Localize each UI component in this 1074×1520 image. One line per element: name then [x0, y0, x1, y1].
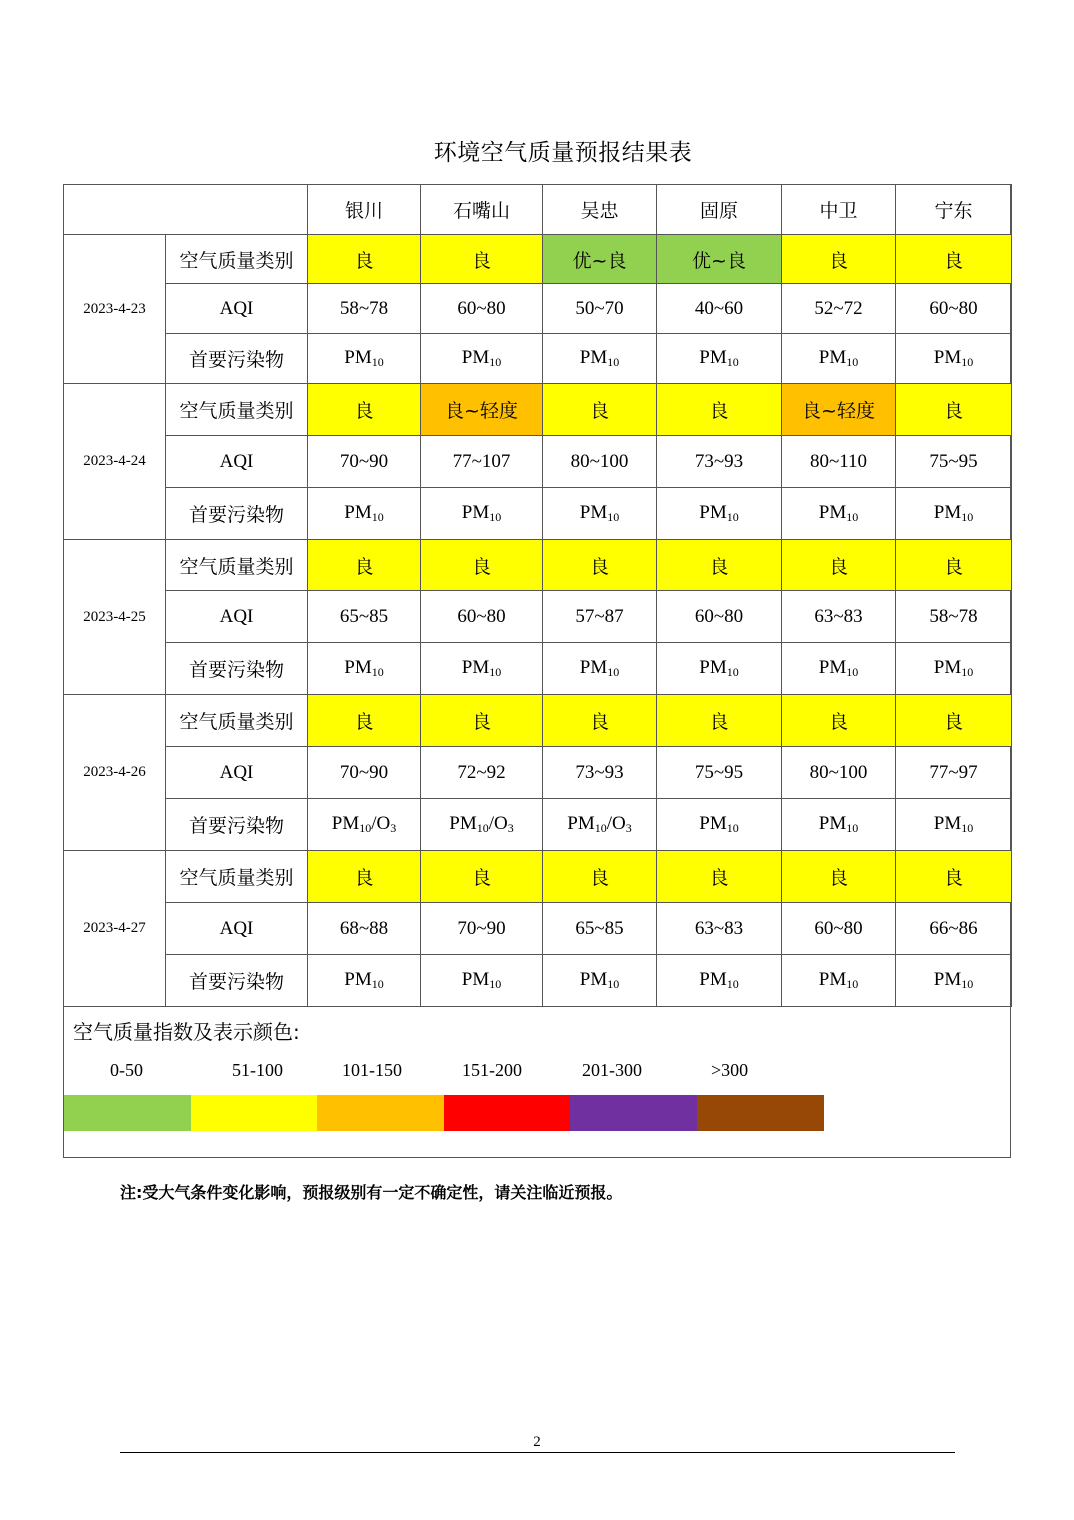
aqi-row: [64, 591, 1012, 643]
pollutant-subscript: 10: [846, 665, 859, 679]
aqi-label: AQI: [166, 747, 308, 799]
pollutant-name: PM: [344, 657, 372, 678]
category-cell: 优~良: [543, 235, 657, 284]
date-cell: 2023-4-26: [64, 695, 166, 851]
pollutant-subscript: 10: [371, 665, 384, 679]
pollutant-subscript: 10: [371, 977, 384, 991]
page-title: 环境空气质量预报结果表: [433, 140, 693, 166]
category-cell: 良: [308, 851, 421, 903]
pollutant-name: PM: [461, 657, 490, 678]
category-cell: 良: [782, 540, 896, 591]
aqi-cell: 52~72: [782, 284, 896, 334]
pollutant-name: PM: [818, 347, 847, 368]
aqi-cell: 73~93: [657, 436, 782, 488]
pollutant-name: PM: [579, 502, 608, 523]
pollutant-cell: [657, 334, 782, 384]
pollutant-subscript: 10: [607, 355, 620, 369]
pollutant-row: [64, 643, 1012, 695]
aqi-cell: 65~85: [308, 591, 421, 643]
date-cell: 2023-4-25: [64, 540, 166, 695]
pollutant-cell: [782, 334, 896, 384]
pollutant-cell: [896, 643, 1012, 695]
aqi-cell: 70~90: [308, 436, 421, 488]
category-cell: 良: [543, 695, 657, 747]
city-header: 吴忠: [543, 185, 657, 235]
category-cell: 良: [782, 695, 896, 747]
pollutant-name: PM: [818, 813, 847, 834]
page-number: 2: [533, 1434, 541, 1450]
legend-title: 空气质量指数及表示颜色:: [73, 1020, 300, 1044]
category-cell: 良: [782, 851, 896, 903]
pollutant-subscript: 10: [961, 510, 974, 524]
pollutant-subscript: 10: [607, 977, 620, 991]
pollutant-name: PM: [818, 969, 847, 990]
aqi-cell: 73~93: [543, 747, 657, 799]
legend-range-label: 101-150: [342, 1060, 402, 1080]
aqi-cell: 70~90: [421, 903, 543, 955]
pollutant-label: 首要污染物: [166, 334, 308, 384]
pollutant-subscript: 10: [726, 977, 739, 991]
category-cell: 良: [308, 695, 421, 747]
pollutant-subscript: 10: [489, 665, 502, 679]
pollutant-cell: [543, 488, 657, 540]
pollutant-name: PM: [699, 813, 727, 834]
aqi-cell: 68~88: [308, 903, 421, 955]
pollutant-cell: [421, 799, 543, 851]
pollutant-subscript: 10: [961, 665, 974, 679]
pollutant-cell: [421, 334, 543, 384]
pollutant-subscript: 10: [359, 821, 372, 835]
category-row: [64, 235, 1012, 284]
pollutant-name: /O: [371, 813, 391, 834]
aqi-cell: 58~78: [896, 591, 1012, 643]
pollutant-cell: [782, 799, 896, 851]
pollutant-cell: [657, 799, 782, 851]
pollutant-subscript: 10: [961, 821, 974, 835]
category-cell: 良~轻度: [421, 384, 543, 436]
pollutant-name: PM: [818, 502, 847, 523]
city-header: 固原: [657, 185, 782, 235]
aqi-row: [64, 903, 1012, 955]
pollutant-subscript: 10: [846, 355, 859, 369]
pollutant-row: [64, 488, 1012, 540]
pollutant-cell: [782, 955, 896, 1007]
pollutant-row: [64, 334, 1012, 384]
aqi-cell: 60~80: [421, 284, 543, 334]
category-cell: 良: [657, 540, 782, 591]
pollutant-name: PM: [933, 969, 962, 990]
pollutant-row: [64, 799, 1012, 851]
pollutant-name: PM: [579, 347, 608, 368]
category-cell: 良: [421, 695, 543, 747]
header-corner: [64, 185, 308, 235]
pollutant-cell: [896, 799, 1012, 851]
category-cell: 良: [896, 851, 1012, 903]
category-cell: 良: [421, 540, 543, 591]
pollutant-subscript: 10: [489, 977, 502, 991]
pollutant-cell: [896, 955, 1012, 1007]
pollutant-name: PM: [699, 657, 727, 678]
pollutant-cell: [782, 643, 896, 695]
aqi-cell: 60~80: [782, 903, 896, 955]
pollutant-label: 首要污染物: [166, 643, 308, 695]
pollutant-cell: [543, 643, 657, 695]
category-cell: 良: [782, 235, 896, 284]
category-cell: 良: [657, 695, 782, 747]
pollutant-cell: [896, 488, 1012, 540]
city-header: 石嘴山: [421, 185, 543, 235]
pollutant-subscript: 10: [476, 821, 489, 835]
category-row: [64, 851, 1012, 903]
category-cell: 良~轻度: [782, 384, 896, 436]
aqi-cell: 58~78: [308, 284, 421, 334]
pollutant-cell: [543, 334, 657, 384]
pollutant-name: PM: [461, 502, 490, 523]
category-label: 空气质量类别: [166, 540, 308, 591]
pollutant-name: PM: [331, 813, 360, 834]
pollutant-name: PM: [567, 813, 595, 834]
pollutant-name: PM: [344, 347, 372, 368]
pollutant-cell: [421, 643, 543, 695]
pollutant-cell: [308, 334, 421, 384]
aqi-cell: 65~85: [543, 903, 657, 955]
aqi-cell: 80~100: [543, 436, 657, 488]
pollutant-subscript: 3: [625, 821, 632, 835]
aqi-cell: 75~95: [657, 747, 782, 799]
pollutant-cell: [657, 643, 782, 695]
pollutant-subscript: 10: [726, 821, 739, 835]
pollutant-cell: [896, 334, 1012, 384]
category-cell: 良: [543, 851, 657, 903]
pollutant-subscript: 10: [607, 510, 620, 524]
legend-color-swatch: [317, 1095, 444, 1131]
category-cell: 良: [657, 384, 782, 436]
legend-color-swatch: [64, 1095, 191, 1131]
category-cell: 优~良: [657, 235, 782, 284]
legend-range-label: >300: [711, 1060, 749, 1080]
pollutant-cell: [657, 488, 782, 540]
aqi-cell: 57~87: [543, 591, 657, 643]
aqi-cell: 66~86: [896, 903, 1012, 955]
category-label: 空气质量类别: [166, 235, 308, 284]
category-label: 空气质量类别: [166, 695, 308, 747]
pollutant-subscript: 10: [726, 665, 739, 679]
pollutant-name: PM: [461, 347, 490, 368]
aqi-cell: 60~80: [896, 284, 1012, 334]
aqi-row: [64, 436, 1012, 488]
aqi-cell: 63~83: [657, 903, 782, 955]
aqi-label: AQI: [166, 436, 308, 488]
pollutant-cell: [782, 488, 896, 540]
pollutant-name: PM: [699, 347, 727, 368]
aqi-cell: 80~110: [782, 436, 896, 488]
aqi-cell: 70~90: [308, 747, 421, 799]
date-cell: 2023-4-24: [64, 384, 166, 540]
aqi-cell: 77~97: [896, 747, 1012, 799]
category-cell: 良: [896, 235, 1012, 284]
pollutant-name: PM: [933, 502, 962, 523]
aqi-cell: 80~100: [782, 747, 896, 799]
aqi-cell: 77~107: [421, 436, 543, 488]
pollutant-row: [64, 955, 1012, 1007]
pollutant-subscript: 10: [489, 510, 502, 524]
pollutant-subscript: 10: [371, 355, 384, 369]
aqi-label: AQI: [166, 284, 308, 334]
category-cell: 良: [896, 540, 1012, 591]
pollutant-name: PM: [699, 969, 727, 990]
pollutant-label: 首要污染物: [166, 955, 308, 1007]
pollutant-subscript: 10: [607, 665, 620, 679]
pollutant-cell: [308, 643, 421, 695]
legend-range-label: 201-300: [582, 1060, 642, 1080]
date-cell: 2023-4-23: [64, 235, 166, 384]
aqi-cell: 75~95: [896, 436, 1012, 488]
category-cell: 良: [421, 235, 543, 284]
category-cell: 良: [308, 540, 421, 591]
legend-color-swatch: [570, 1095, 697, 1131]
legend-color-swatch: [191, 1095, 318, 1131]
pollutant-subscript: 10: [726, 355, 739, 369]
legend-color-swatch: [444, 1095, 571, 1131]
category-cell: 良: [657, 851, 782, 903]
pollutant-name: PM: [699, 502, 727, 523]
category-row: [64, 384, 1012, 436]
pollutant-cell: [308, 488, 421, 540]
forecast-note: 注:受大气条件变化影响，预报级别有一定不确定性，请关注临近预报。: [120, 1183, 623, 1202]
category-row: [64, 695, 1012, 747]
pollutant-subscript: 10: [846, 821, 859, 835]
pollutant-name: PM: [579, 969, 608, 990]
pollutant-subscript: 10: [846, 977, 859, 991]
pollutant-name: PM: [818, 657, 847, 678]
legend-range-label: 151-200: [462, 1060, 522, 1080]
date-cell: 2023-4-27: [64, 851, 166, 1007]
pollutant-name: /O: [606, 813, 626, 834]
city-header: 宁东: [896, 185, 1012, 235]
pollutant-cell: [543, 799, 657, 851]
legend-color-swatch: [697, 1095, 824, 1131]
pollutant-subscript: 10: [594, 821, 607, 835]
aqi-cell: 72~92: [421, 747, 543, 799]
pollutant-name: PM: [461, 969, 490, 990]
pollutant-name: PM: [344, 502, 372, 523]
pollutant-name: PM: [579, 657, 608, 678]
pollutant-subscript: 10: [846, 510, 859, 524]
pollutant-cell: [308, 955, 421, 1007]
aqi-label: AQI: [166, 591, 308, 643]
legend-range-label: 0-50: [110, 1060, 143, 1080]
category-cell: 良: [308, 384, 421, 436]
pollutant-cell: [308, 799, 421, 851]
aqi-cell: 50~70: [543, 284, 657, 334]
pollutant-subscript: 3: [390, 821, 397, 835]
aqi-row: [64, 747, 1012, 799]
pollutant-subscript: 10: [489, 355, 502, 369]
pollutant-cell: [421, 488, 543, 540]
aqi-cell: 40~60: [657, 284, 782, 334]
footer-rule: [120, 1452, 955, 1453]
pollutant-name: PM: [449, 813, 477, 834]
category-cell: 良: [896, 384, 1012, 436]
aqi-cell: 63~83: [782, 591, 896, 643]
pollutant-label: 首要污染物: [166, 488, 308, 540]
category-label: 空气质量类别: [166, 384, 308, 436]
pollutant-cell: [543, 955, 657, 1007]
forecast-table: [63, 184, 1012, 1007]
pollutant-subscript: 10: [961, 977, 974, 991]
aqi-cell: 60~80: [421, 591, 543, 643]
pollutant-name: /O: [488, 813, 508, 834]
pollutant-name: PM: [933, 813, 962, 834]
category-cell: 良: [543, 540, 657, 591]
pollutant-name: PM: [344, 969, 372, 990]
category-cell: 良: [308, 235, 421, 284]
pollutant-cell: [421, 955, 543, 1007]
pollutant-subscript: 10: [371, 510, 384, 524]
pollutant-subscript: 10: [961, 355, 974, 369]
category-label: 空气质量类别: [166, 851, 308, 903]
category-cell: 良: [896, 695, 1012, 747]
legend-range-label: 51-100: [232, 1060, 283, 1080]
pollutant-subscript: 10: [726, 510, 739, 524]
aqi-cell: 60~80: [657, 591, 782, 643]
pollutant-cell: [657, 955, 782, 1007]
city-header: 中卫: [782, 185, 896, 235]
city-header: 银川: [308, 185, 421, 235]
pollutant-label: 首要污染物: [166, 799, 308, 851]
aqi-label: AQI: [166, 903, 308, 955]
category-cell: 良: [421, 851, 543, 903]
aqi-row: [64, 284, 1012, 334]
category-row: [64, 540, 1012, 591]
pollutant-name: PM: [933, 347, 962, 368]
pollutant-name: PM: [933, 657, 962, 678]
pollutant-subscript: 3: [507, 821, 514, 835]
category-cell: 良: [543, 384, 657, 436]
header-row: [64, 185, 1012, 235]
